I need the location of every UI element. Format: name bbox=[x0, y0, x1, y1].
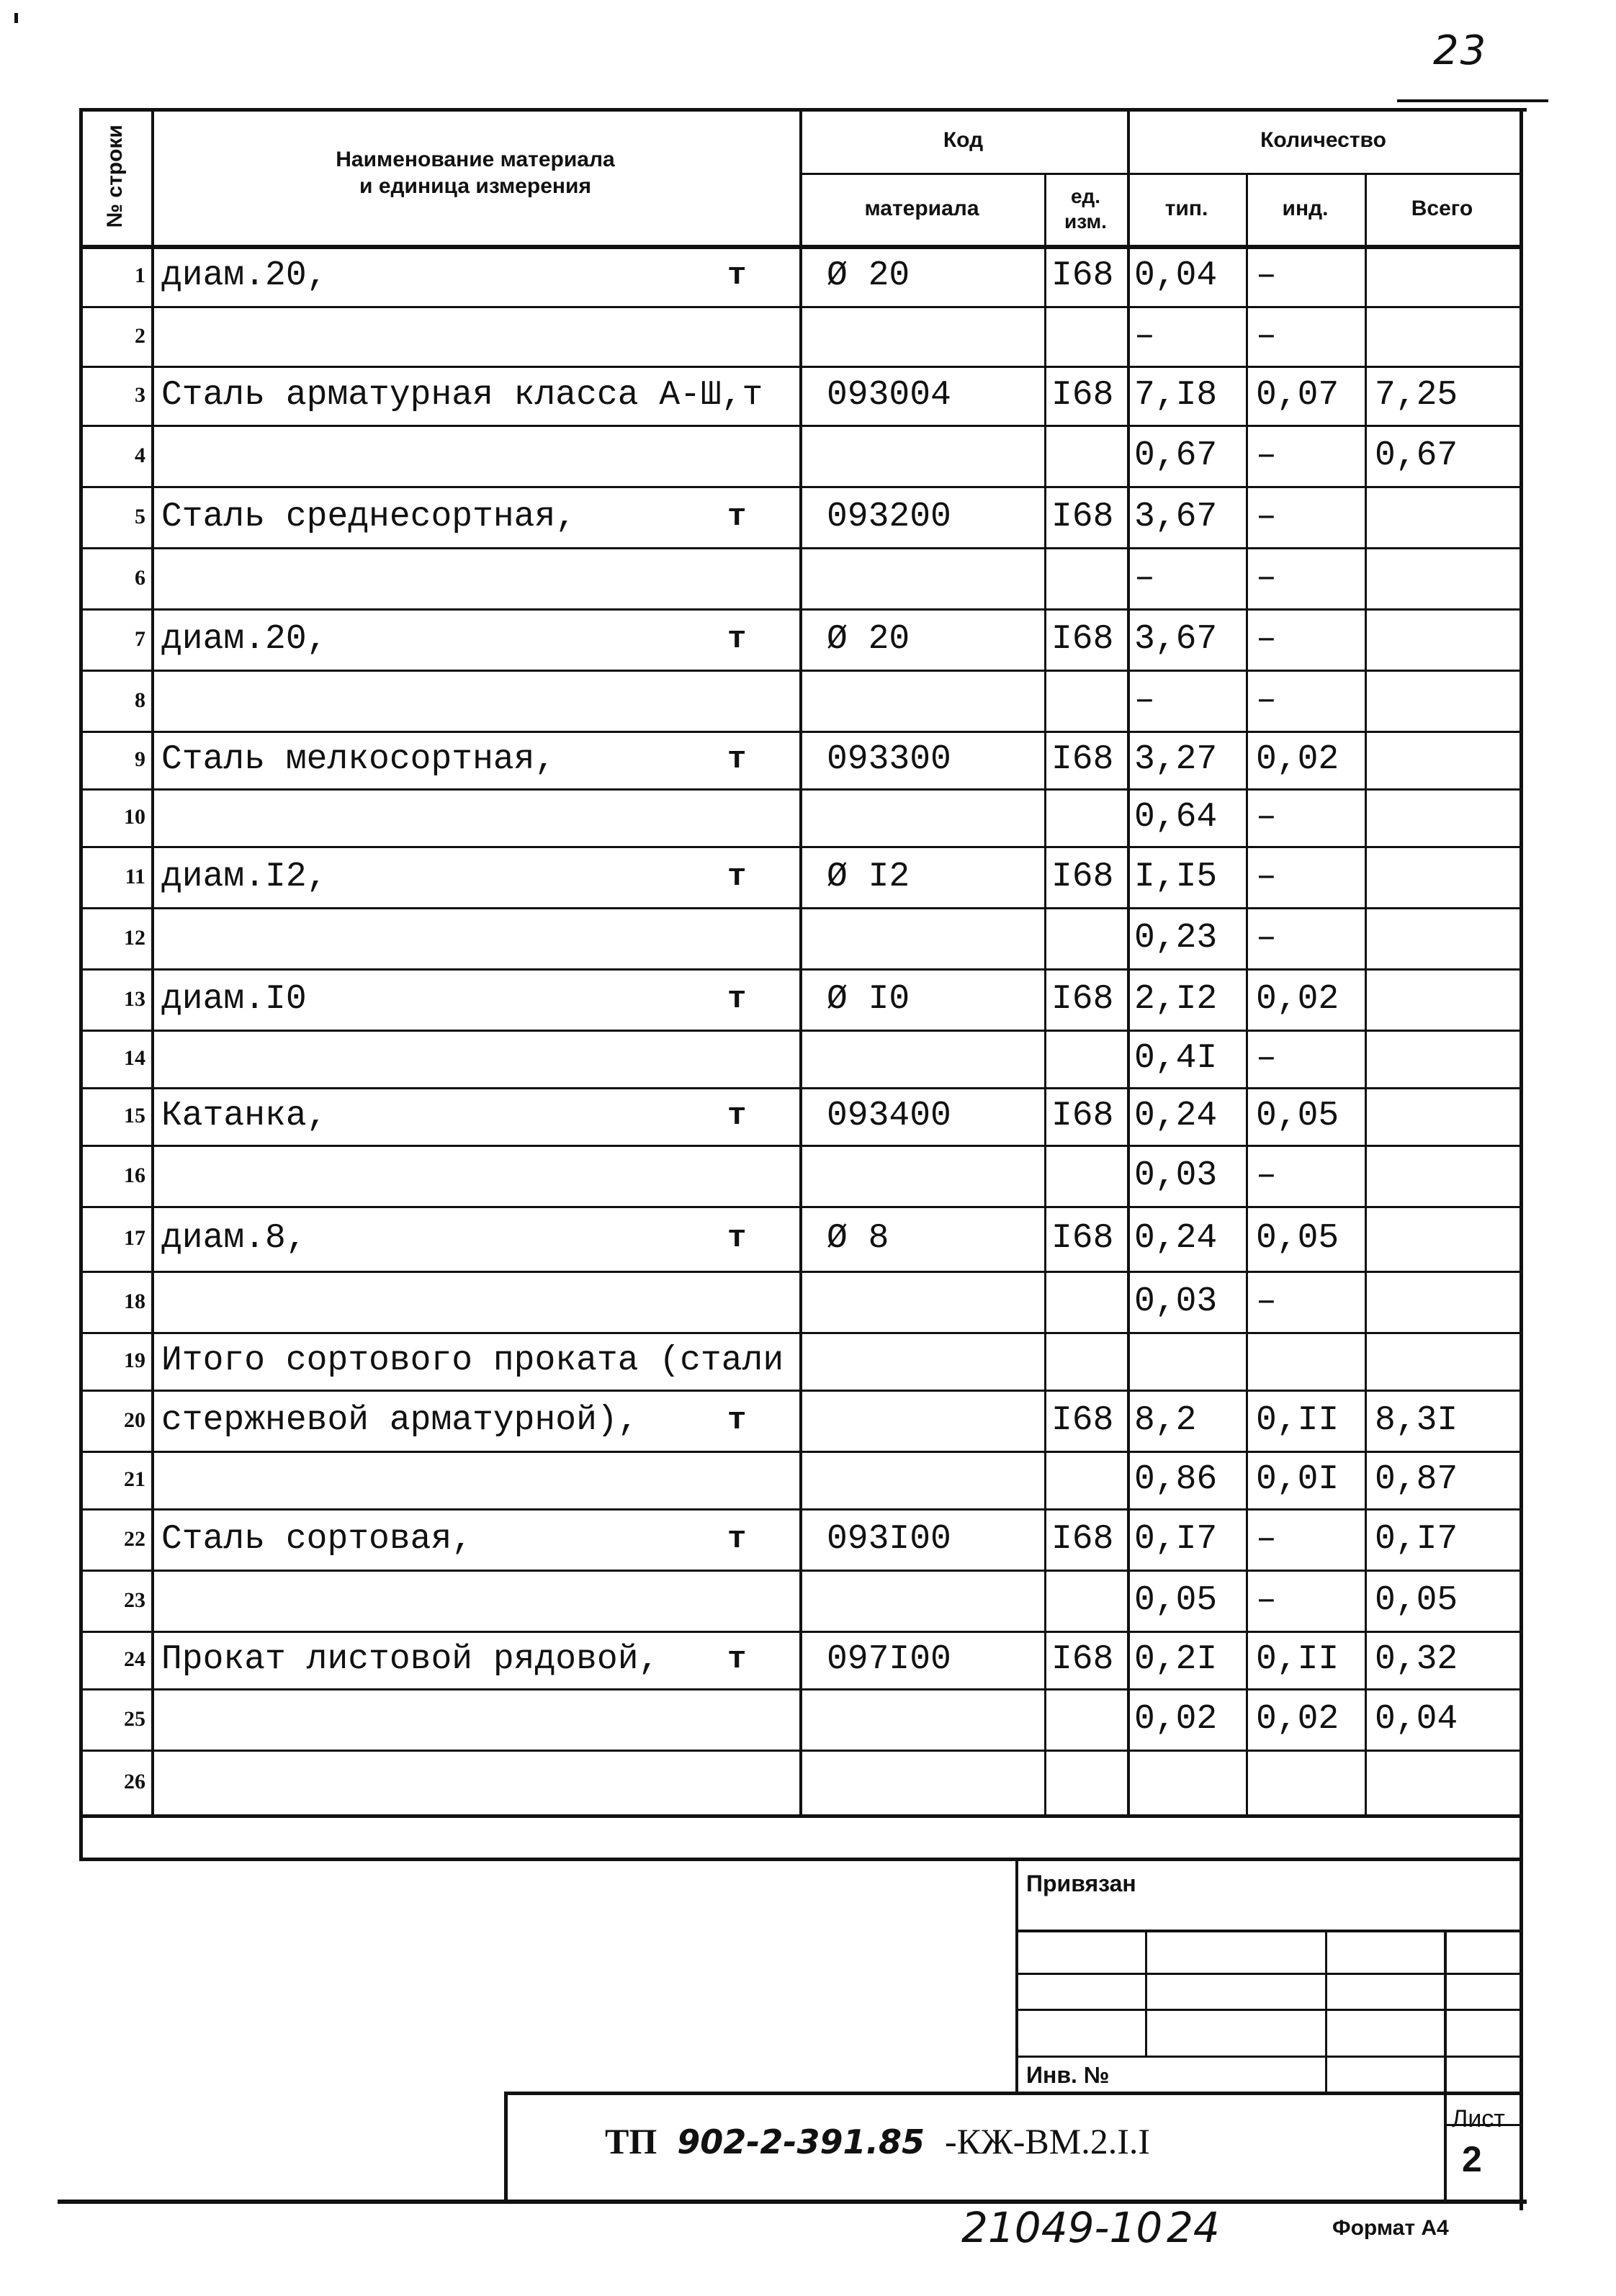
grid-line bbox=[58, 2200, 1527, 2204]
unit-label: т bbox=[727, 257, 747, 294]
material-code bbox=[827, 1750, 1043, 1814]
row-number: 13 bbox=[124, 986, 145, 1011]
material-code bbox=[827, 1332, 1043, 1390]
qty-typ: I,I5 bbox=[1134, 857, 1218, 896]
material-name bbox=[161, 1570, 752, 1631]
unit-label: т bbox=[727, 1402, 747, 1439]
material-code: 097I00 bbox=[827, 1640, 951, 1679]
qty-typ: 3,27 bbox=[1134, 740, 1218, 779]
grid-line bbox=[1015, 1858, 1520, 1860]
header-code-material: материала bbox=[864, 197, 979, 221]
grid-line bbox=[151, 108, 154, 1814]
material-code: 093300 bbox=[827, 740, 951, 779]
row-number: 18 bbox=[124, 1289, 145, 1313]
row-number: 8 bbox=[135, 688, 145, 712]
header-name-line1: Наименование материала bbox=[336, 147, 615, 171]
material-name bbox=[161, 547, 752, 608]
qty-typ: 0,04 bbox=[1134, 256, 1218, 295]
unit-code bbox=[1051, 547, 1131, 608]
material-code: 093200 bbox=[827, 497, 951, 536]
qty-ind: 0,02 bbox=[1256, 740, 1339, 779]
qty-typ: – bbox=[1134, 558, 1155, 598]
grid-line bbox=[504, 2092, 1520, 2095]
row-number: 9 bbox=[135, 747, 145, 771]
qty-total: 7,25 bbox=[1375, 376, 1458, 415]
unit-code: I68 bbox=[1051, 857, 1114, 896]
material-name: диам.I0 bbox=[161, 979, 307, 1019]
material-name bbox=[161, 1030, 752, 1087]
row-number: 14 bbox=[124, 1046, 145, 1070]
qty-ind: – bbox=[1256, 798, 1277, 837]
unit-code bbox=[1051, 1750, 1131, 1814]
material-name: диам.8, bbox=[161, 1219, 307, 1258]
material-name bbox=[161, 1271, 752, 1332]
unit-label: т bbox=[727, 742, 747, 778]
material-name bbox=[161, 907, 752, 968]
qty-ind: – bbox=[1256, 316, 1277, 356]
qty-total bbox=[1375, 788, 1519, 846]
material-code: Ø 20 bbox=[827, 256, 910, 295]
unit-code bbox=[1051, 1688, 1131, 1750]
qty-total bbox=[1375, 1271, 1519, 1332]
qty-typ: 2,I2 bbox=[1134, 979, 1218, 1019]
qty-total: 0,87 bbox=[1375, 1460, 1458, 1499]
material-code bbox=[827, 907, 1043, 968]
grid-line bbox=[799, 108, 802, 1814]
unit-code bbox=[1051, 788, 1131, 846]
unit-label bbox=[727, 547, 792, 608]
qty-ind: – bbox=[1256, 1580, 1277, 1620]
qty-typ: 0,I7 bbox=[1134, 1519, 1218, 1559]
qty-typ: 0,03 bbox=[1134, 1156, 1218, 1195]
unit-label: т bbox=[727, 1521, 747, 1557]
qty-typ bbox=[1134, 1750, 1249, 1814]
qty-typ: 3,67 bbox=[1134, 497, 1218, 536]
unit-code bbox=[1051, 306, 1131, 366]
qty-ind bbox=[1256, 1750, 1371, 1814]
material-code bbox=[827, 1145, 1043, 1206]
row-number: 26 bbox=[124, 1770, 145, 1793]
document-code bbox=[605, 2120, 1150, 2162]
unit-label: т bbox=[727, 1642, 747, 1678]
unit-code: I68 bbox=[1051, 979, 1114, 1019]
unit-label bbox=[727, 1750, 792, 1814]
row-number: 15 bbox=[124, 1104, 145, 1127]
qty-total bbox=[1375, 846, 1519, 907]
qty-typ: 0,2I bbox=[1134, 1640, 1218, 1679]
qty-ind: 0,05 bbox=[1256, 1219, 1339, 1258]
unit-label: т bbox=[727, 1098, 747, 1134]
material-name: Сталь сортовая, bbox=[161, 1519, 473, 1559]
qty-total bbox=[1375, 1206, 1519, 1271]
stamp-privyazan: Привязан bbox=[1026, 1870, 1136, 1896]
material-name: Прокат листовой рядовой, bbox=[161, 1640, 660, 1679]
unit-code bbox=[1051, 1332, 1131, 1390]
stamp-inv-no: Инв. № bbox=[1026, 2062, 1110, 2088]
unit-label bbox=[727, 425, 792, 486]
qty-ind: – bbox=[1256, 558, 1277, 598]
qty-total: 0,67 bbox=[1375, 436, 1458, 475]
material-name bbox=[161, 306, 752, 366]
grid-line bbox=[1325, 1930, 1327, 2092]
row-number: 4 bbox=[135, 443, 145, 467]
material-name: Сталь среднесортная, bbox=[161, 497, 577, 536]
qty-typ bbox=[1134, 1332, 1249, 1390]
material-code bbox=[827, 788, 1043, 846]
qty-typ: 0,23 bbox=[1134, 918, 1218, 958]
qty-ind: – bbox=[1256, 1156, 1277, 1195]
qty-typ: 0,67 bbox=[1134, 436, 1218, 475]
qty-total bbox=[1375, 1030, 1519, 1087]
material-name: диам.20, bbox=[161, 619, 328, 659]
qty-typ: 3,67 bbox=[1134, 619, 1218, 659]
header-code-unit: ед. изм. bbox=[1064, 185, 1107, 233]
archive-number: 21049-10 bbox=[961, 2203, 1163, 2252]
qty-total: 0,04 bbox=[1375, 1699, 1458, 1739]
qty-typ: 0,02 bbox=[1134, 1699, 1218, 1739]
row-number: 1 bbox=[135, 263, 145, 287]
qty-ind: – bbox=[1256, 1039, 1277, 1078]
material-name bbox=[161, 1451, 752, 1508]
material-code bbox=[827, 1688, 1043, 1750]
unit-label bbox=[727, 306, 792, 366]
unit-code: I68 bbox=[1051, 1519, 1114, 1559]
unit-label bbox=[727, 1688, 792, 1750]
unit-label bbox=[727, 1332, 792, 1390]
qty-ind: 0,II bbox=[1256, 1400, 1339, 1440]
qty-typ: 0,4I bbox=[1134, 1039, 1218, 1078]
qty-total bbox=[1375, 1087, 1519, 1145]
material-code: Ø 20 bbox=[827, 619, 910, 659]
row-number: 25 bbox=[124, 1706, 145, 1731]
material-name: диам.I2, bbox=[161, 857, 328, 896]
unit-code bbox=[1051, 1451, 1131, 1508]
material-code bbox=[827, 1271, 1043, 1332]
page-number-rule bbox=[1397, 99, 1548, 102]
header-qty-total: Всего bbox=[1411, 197, 1473, 221]
unit-label: т bbox=[727, 1220, 747, 1256]
row-number: 23 bbox=[124, 1588, 145, 1612]
unit-code bbox=[1051, 425, 1131, 486]
qty-total: 0,I7 bbox=[1375, 1519, 1458, 1559]
row-number: 6 bbox=[135, 565, 145, 590]
stamp-list-label: Лист bbox=[1452, 2105, 1505, 2133]
unit-label bbox=[727, 1145, 792, 1206]
scan-mark bbox=[14, 13, 18, 23]
qty-typ: 0,64 bbox=[1134, 798, 1218, 837]
qty-total bbox=[1375, 1332, 1519, 1390]
header-row-number: № строки bbox=[103, 125, 127, 228]
doc-suffix: -КЖ-ВМ.2.I.I bbox=[944, 2121, 1151, 2161]
unit-code: I68 bbox=[1051, 256, 1114, 295]
unit-label bbox=[727, 1030, 792, 1087]
material-name bbox=[161, 788, 752, 846]
unit-label bbox=[727, 1271, 792, 1332]
qty-total bbox=[1375, 608, 1519, 670]
header-quantity: Количество bbox=[1260, 128, 1386, 153]
material-code: 093004 bbox=[827, 376, 951, 415]
qty-ind bbox=[1256, 1332, 1371, 1390]
unit-label bbox=[727, 1570, 792, 1631]
unit-code bbox=[1051, 1271, 1131, 1332]
material-name: Итого сортового проката (стали bbox=[161, 1341, 784, 1380]
unit-code bbox=[1051, 907, 1131, 968]
qty-total bbox=[1375, 245, 1519, 306]
grid-line bbox=[1520, 108, 1523, 2210]
qty-ind: 0,02 bbox=[1256, 979, 1339, 1019]
qty-total bbox=[1375, 907, 1519, 968]
unit-code: I68 bbox=[1051, 497, 1114, 536]
unit-label bbox=[727, 366, 792, 425]
material-name bbox=[161, 1145, 752, 1206]
unit-code bbox=[1051, 1030, 1131, 1087]
material-name bbox=[161, 425, 752, 486]
material-code bbox=[827, 306, 1043, 366]
material-name bbox=[161, 1750, 752, 1814]
qty-ind: – bbox=[1256, 1282, 1277, 1321]
qty-total bbox=[1375, 306, 1519, 366]
row-number: 21 bbox=[124, 1467, 145, 1491]
unit-code: I68 bbox=[1051, 1219, 1114, 1258]
grid-line bbox=[504, 2092, 508, 2200]
header-name-line2: и единица измерения bbox=[359, 174, 591, 198]
qty-ind: – bbox=[1256, 857, 1277, 896]
unit-label bbox=[727, 1451, 792, 1508]
unit-label bbox=[727, 788, 792, 846]
archive-page: 24 bbox=[1167, 2203, 1220, 2252]
qty-total bbox=[1375, 1145, 1519, 1206]
material-code: Ø 8 bbox=[827, 1219, 889, 1258]
unit-code: I68 bbox=[1051, 376, 1114, 415]
material-code bbox=[827, 670, 1043, 731]
row-number: 3 bbox=[135, 383, 145, 407]
qty-typ: 7,I8 bbox=[1134, 376, 1218, 415]
qty-ind: 0,07 bbox=[1256, 376, 1339, 415]
unit-label bbox=[727, 670, 792, 731]
qty-ind: – bbox=[1256, 436, 1277, 475]
material-code bbox=[827, 1390, 1043, 1451]
qty-total: 0,05 bbox=[1375, 1580, 1458, 1620]
row-number: 5 bbox=[135, 504, 145, 528]
row-number: 16 bbox=[124, 1163, 145, 1187]
qty-total bbox=[1375, 486, 1519, 547]
material-name: диам.20, bbox=[161, 256, 328, 295]
material-code bbox=[827, 1030, 1043, 1087]
header-qty-typ: тип. bbox=[1164, 197, 1208, 221]
doc-prefix: ТП bbox=[605, 2121, 657, 2161]
qty-typ: 0,24 bbox=[1134, 1097, 1218, 1135]
grid-line bbox=[79, 1814, 1520, 1818]
grid-line bbox=[1044, 173, 1046, 1814]
qty-typ: 8,2 bbox=[1134, 1400, 1197, 1440]
qty-total bbox=[1375, 547, 1519, 608]
qty-ind: 0,02 bbox=[1256, 1699, 1339, 1739]
row-number: 11 bbox=[125, 864, 145, 888]
material-name: стержневой арматурной), bbox=[161, 1400, 639, 1440]
unit-code: I68 bbox=[1051, 1400, 1114, 1440]
qty-typ: 0,05 bbox=[1134, 1580, 1218, 1620]
qty-typ: – bbox=[1134, 680, 1155, 720]
material-code: 093I00 bbox=[827, 1519, 951, 1559]
qty-typ: 0,86 bbox=[1134, 1460, 1218, 1499]
qty-total: 8,3I bbox=[1375, 1400, 1458, 1440]
qty-total bbox=[1375, 968, 1519, 1030]
qty-total bbox=[1375, 1750, 1519, 1814]
row-number: 17 bbox=[124, 1226, 145, 1250]
unit-code bbox=[1051, 1570, 1131, 1631]
row-number: 20 bbox=[124, 1408, 145, 1432]
qty-total bbox=[1375, 731, 1519, 788]
row-number: 7 bbox=[135, 626, 145, 651]
qty-ind: 0,05 bbox=[1256, 1097, 1339, 1135]
unit-code bbox=[1051, 1145, 1131, 1206]
material-code: 093400 bbox=[827, 1097, 951, 1135]
material-name: Катанка, bbox=[161, 1097, 328, 1135]
page-number: 23 bbox=[1433, 27, 1488, 74]
qty-ind: 0,0I bbox=[1256, 1460, 1339, 1499]
unit-code: I68 bbox=[1051, 1640, 1114, 1679]
material-code: Ø I0 bbox=[827, 979, 910, 1019]
row-number: 24 bbox=[124, 1647, 145, 1671]
unit-label bbox=[727, 907, 792, 968]
qty-ind: – bbox=[1256, 918, 1277, 958]
qty-total bbox=[1375, 670, 1519, 731]
qty-ind: – bbox=[1256, 497, 1277, 536]
row-number: 12 bbox=[124, 925, 145, 950]
unit-code: I68 bbox=[1051, 1097, 1114, 1135]
header-code: Код bbox=[943, 128, 984, 153]
row-number: 2 bbox=[135, 323, 145, 348]
qty-ind: 0,II bbox=[1256, 1640, 1339, 1679]
row-number: 19 bbox=[124, 1349, 145, 1372]
grid-line bbox=[1444, 1930, 1447, 2200]
material-name: Сталь арматурная класса А-Ш,т bbox=[161, 376, 763, 415]
material-code bbox=[827, 1570, 1043, 1631]
grid-line bbox=[1145, 1930, 1147, 2056]
format-label: Формат А4 bbox=[1332, 2216, 1449, 2240]
qty-ind: – bbox=[1256, 619, 1277, 659]
stamp-list-value: 2 bbox=[1462, 2139, 1482, 2179]
qty-total: 0,32 bbox=[1375, 1640, 1458, 1679]
qty-ind: – bbox=[1256, 1519, 1277, 1559]
qty-typ: 0,03 bbox=[1134, 1282, 1218, 1321]
unit-label: т bbox=[727, 621, 747, 657]
header-name bbox=[151, 137, 799, 209]
material-code bbox=[827, 1451, 1043, 1508]
material-name: Сталь мелкосортная, bbox=[161, 740, 556, 779]
unit-code: I68 bbox=[1051, 619, 1114, 659]
qty-ind: – bbox=[1256, 680, 1277, 720]
doc-number-handwritten: 902-2-391.85 bbox=[677, 2122, 925, 2161]
unit-code: I68 bbox=[1051, 740, 1114, 779]
row-number: 10 bbox=[124, 805, 145, 829]
material-code bbox=[827, 547, 1043, 608]
material-name bbox=[161, 670, 752, 731]
row-number: 22 bbox=[124, 1526, 145, 1551]
unit-label: т bbox=[727, 498, 747, 535]
qty-ind: – bbox=[1256, 256, 1277, 295]
material-code: Ø I2 bbox=[827, 857, 910, 896]
header-qty-ind: инд. bbox=[1282, 197, 1329, 221]
material-code bbox=[827, 425, 1043, 486]
unit-label: т bbox=[727, 981, 747, 1017]
unit-code bbox=[1051, 670, 1131, 731]
unit-label: т bbox=[727, 858, 747, 895]
material-name bbox=[161, 1688, 752, 1750]
qty-typ: – bbox=[1134, 316, 1155, 356]
qty-typ: 0,24 bbox=[1134, 1219, 1218, 1258]
